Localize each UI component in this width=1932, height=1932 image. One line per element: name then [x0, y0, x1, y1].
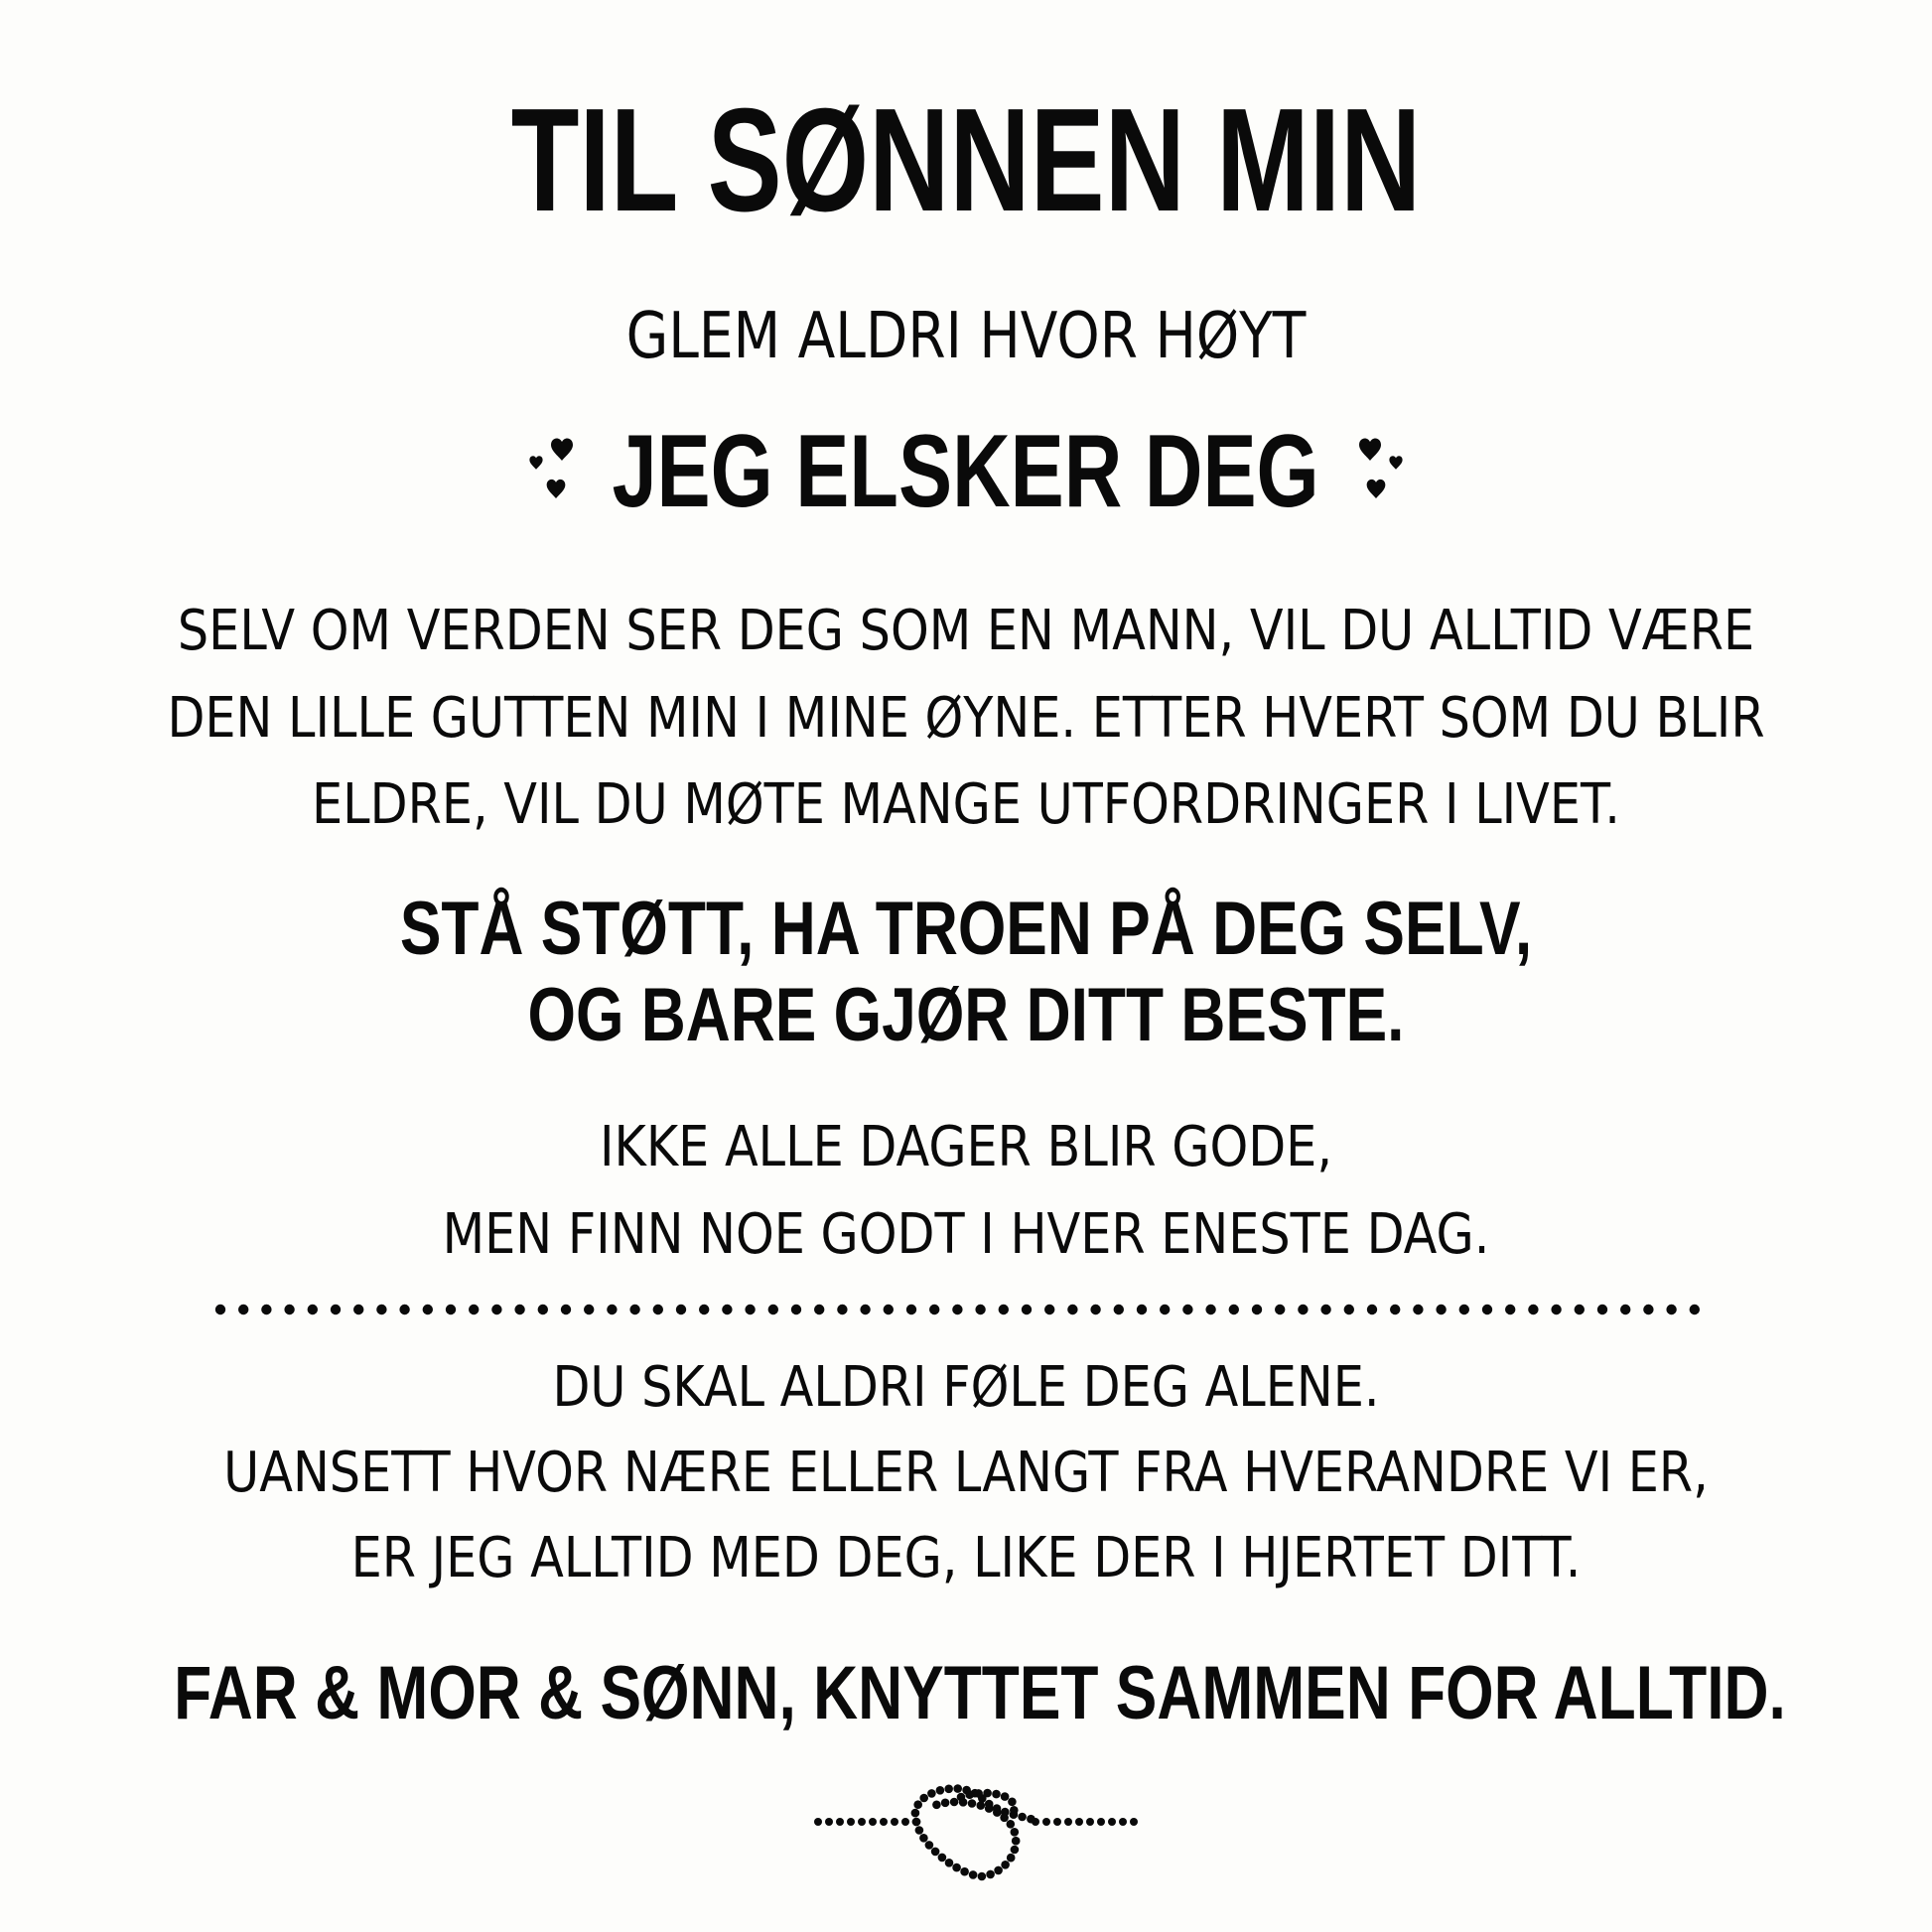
paragraph3-line3: ER JEG ALLTID MED DEG, LIKE DER I HJERTET DITT. [350, 1526, 1582, 1590]
paragraph1-line2: DEN LILLE GUTTEN MIN I MINE ØYNE. ETTER HVERT SOM DU BLIR [167, 686, 1765, 751]
dotted-divider [214, 1303, 1724, 1316]
love-row [0, 412, 1932, 531]
knot-icon [812, 1777, 1140, 1886]
paragraph1-line1: SELV OM VERDEN SER DEG SOM EN MANN, VIL DU ALLTID VÆRE [177, 599, 1755, 663]
love-heading: JEG ELSKER DEG [612, 414, 1320, 529]
hearts-left-icon [522, 432, 582, 511]
emphasis-line1: STÅ STØTT, HA TROEN PÅ DEG SELV, [399, 887, 1533, 971]
paragraph2-line1: IKKE ALLE DAGER BLIR GODE, [600, 1115, 1332, 1179]
emphasis-line2: OG BARE GJØR DITT BESTE. [527, 973, 1405, 1057]
hearts-right-icon [1350, 432, 1410, 511]
paragraph1-line3: ELDRE, VIL DU MØTE MANGE UTFORDRINGER I LIVET. [312, 772, 1620, 837]
paragraph3-line2: UANSETT HVOR NÆRE ELLER LANGT FRA HVERANDRE VI ER, [223, 1441, 1709, 1505]
paragraph3-line1: DU SKAL ALDRI FØLE DEG ALENE. [552, 1355, 1380, 1420]
closing-line: FAR & MOR & SØNN, KNYTTET SAMMEN FOR ALLTID. [174, 1651, 1786, 1735]
paragraph2-line2: MEN FINN NOE GODT I HVER ENESTE DAG. [442, 1202, 1490, 1267]
page-title: TIL SØNNEN MIN [510, 78, 1422, 242]
subtitle: GLEM ALDRI HVOR HØYT [625, 300, 1307, 373]
